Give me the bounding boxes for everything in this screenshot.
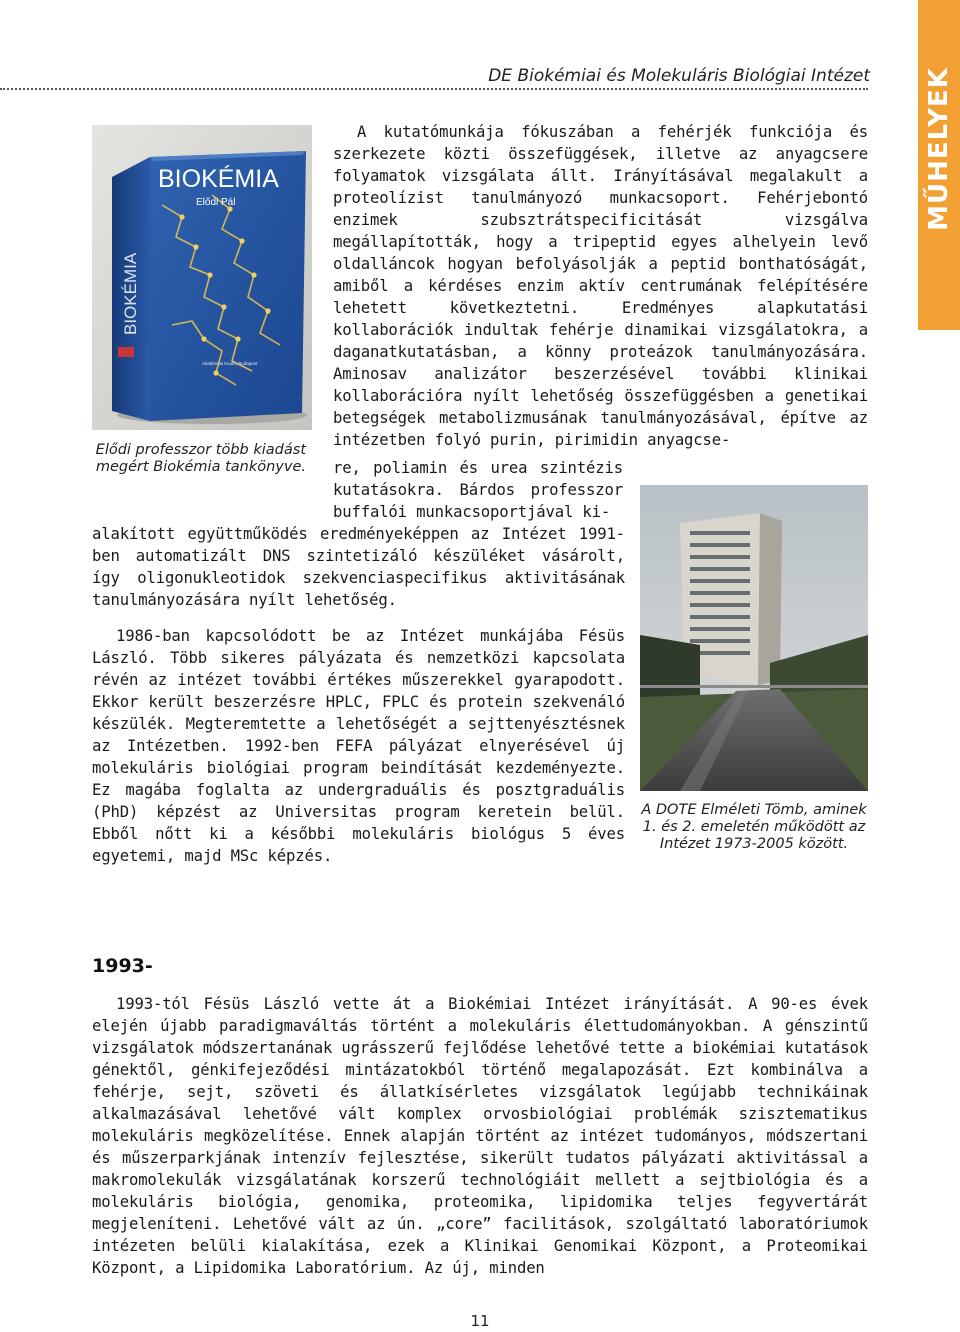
building-caption: A DOTE Elméleti Tömb, aminek 1. és 2. emeletén működött az Intézet 1973-2005 között. <box>641 802 867 852</box>
building-illustration <box>640 485 868 791</box>
book-cover-title: BIOKÉMIA <box>158 165 279 193</box>
section-heading-1993: 1993- <box>92 955 153 977</box>
book-cover-publisher: Akadémiai Kiadó, Budapest <box>202 361 258 366</box>
running-header: DE Biokémiai és Molekuláris Biológiai Intézet <box>488 66 870 86</box>
building-photo <box>640 485 868 791</box>
section-side-tab <box>918 0 960 330</box>
paragraph-text: A kutatómunkája fókuszában a fehérjék funkciója és szerkezete közti összefüggések, illetve az anyagcsere folyamatok vizsgálata állt. Irányításával megalakult a proteolízist tanulmányozó munkacsoport. Fehérjebontó enzimek szubsztrátspecificitását vizsgálva megállapították, hogy a tripeptid egyes alhelyein levő oldalláncok hogyan befolyásolják a peptid bonthatóságát, amiből a kérdéses enzim aktív centrumának felépítésére lehetett következtetni. Eredményes alapkutatási kollaborációk indultak fehérje dinamikai vizsgálatokra, a daganatkutatásban, a könny proteázok tanulmányozására. Aminosav analizátor beszerzésével további klinikai kollaborációra nyílt lehetőség összefüggésben a genetikai betegségek metabolizmusának tanulmányozásával, építve az intézetben folyó purin, pirimidin anyagcse- <box>333 123 868 449</box>
paragraph-collaboration: alakított együttműködés eredményeképpen az Intézet 1991-ben automatizált DNS szintetizáló készüléket vásárolt, így oligonukleotidok szekvenciaspecifikus aktivitásának tanulmányozására nyílt lehetőség. <box>92 525 625 609</box>
paragraph-research-continued: re, poliamin és urea szintézis kutatásokra. Bárdos professzor buffalói munkacsoportjával ki- <box>333 459 623 521</box>
paragraph-research-focus <box>333 121 868 451</box>
book-illustration <box>92 125 312 430</box>
book-photo <box>92 125 312 430</box>
header-dotted-rule <box>0 88 868 90</box>
side-tab-label: MŰHELYEK <box>924 67 955 231</box>
book-spine-title: BIOKÉMIA <box>121 252 140 335</box>
paragraph-fesus: 1986-ban kapcsolódott be az Intézet munkájába Fésüs László. Több sikeres pályázata és nemzetközi kapcsolata révén az intézet további értékes műszerekkel gyarapodott. Ekkor került beszerzésre HPLC, FPLC és protein szekvenáló készülék. Megteremtette a lehetőségét a sejttenyésztésnek az Intézetben. 1992-ben FEFA pályázat elnyerésével új molekuláris biológiai program beindítását kezdeményezte. Ez magába foglalta az undergraduális és posztgraduális (PhD) képzést az Universitas program keretein belül. Ebből nőtt ki a későbbi molekuláris biológus 5 éves egyetemi, majd MSc képzés. <box>92 627 625 865</box>
page-number: 11 <box>470 1312 490 1330</box>
book-caption: Elődi professzor több kiadást megért Biokémia tankönyve. <box>95 442 306 475</box>
paragraph-1993: 1993-tól Fésüs László vette át a Biokémiai Intézet irányítását. A 90-es évek elején újabb paradigmaváltás történt a molekuláris élettudományokban. A génszintű vizsgálatok módszertanának ugrásszerű fejlődése lehetővé tette a biokémiai kutatások génektől, génkifejeződési mintázatokból történő megalapozását. Ezt kombinálva a fehérje, sejt, szöveti és állatkísérletes vizsgálatok legújabb technikáinak alkalmazásával lehetővé vált komplex orvosbiológiai problémák szisztematikus molekuláris megközelítése. Ennek alapján történt az intézet tudományos, módszertani és műszerparkjának intenzív fejlesztése, sikerült tudatos pályázati aktivitással a makromolekulák vizsgálatának korszerű technológiáit mellett a sejtbiológia és a molekuláris biológia, genomika, proteomika, lipidomika teljes fegyvertárát megjeleníteni. Lehetővé vált az ún. „core” facilitások, szolgáltató laboratóriumok intézeten belüli kialakítása, ezek a Klinikai Genomikai Központ, a Proteomikai Központ, a Lipidomika Laboratórium. Az új, minden <box>92 995 869 1277</box>
book-cover-author: Elődi Pál <box>196 197 236 208</box>
book-spine-label <box>118 347 134 357</box>
